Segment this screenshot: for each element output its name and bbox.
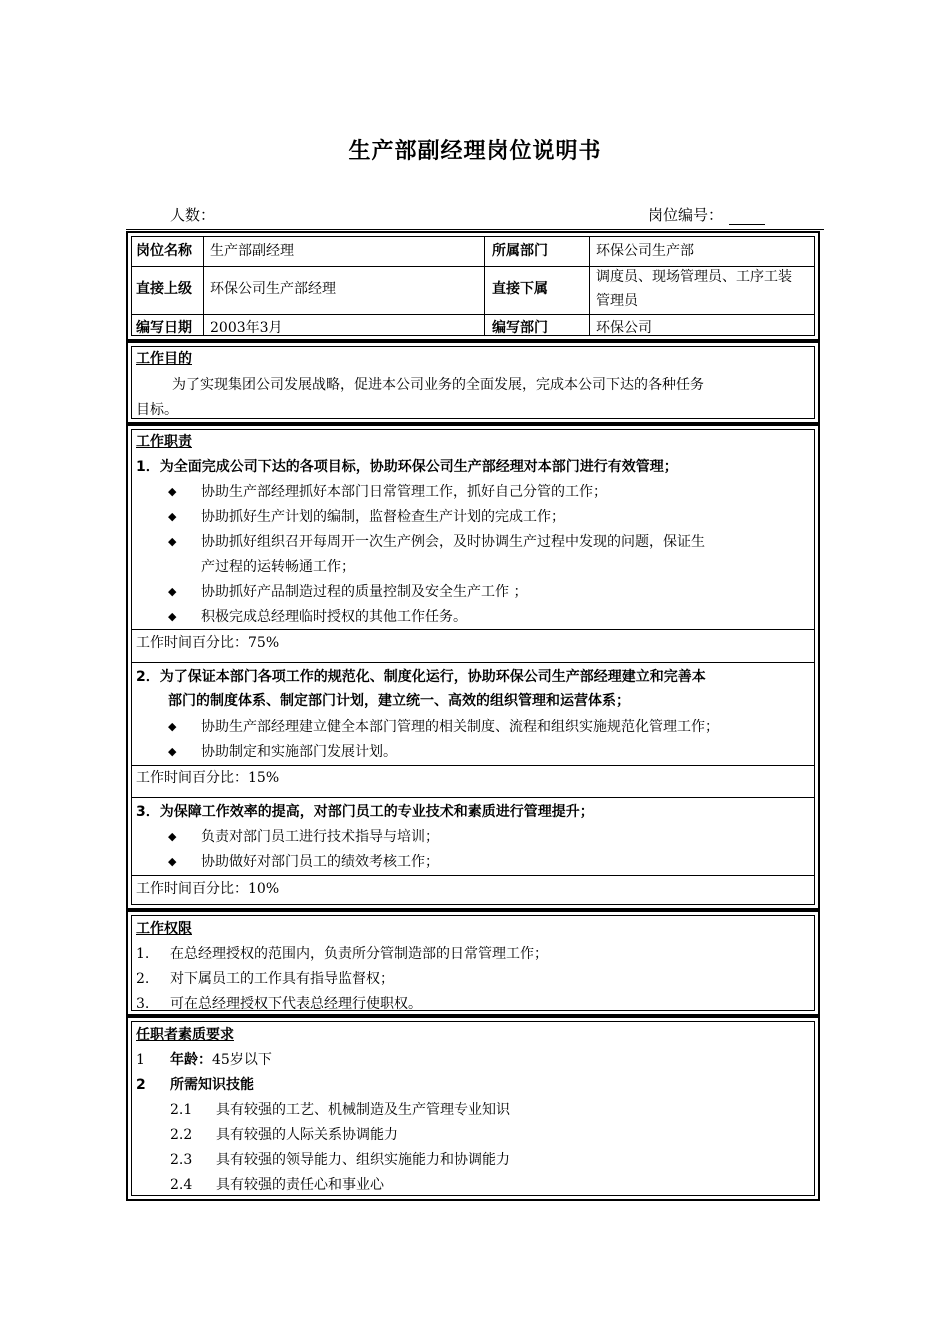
label-write-department: 编写部门 xyxy=(492,320,548,336)
purpose-section xyxy=(126,341,820,424)
duty-2-title-line1: 2．为了保证本部门各项工作的规范化、制度化运行，协助环保公司生产部经理建立和完善本 xyxy=(136,669,706,685)
authority-heading: 工作权限 xyxy=(136,921,192,937)
diamond-bullet-icon: ◆ xyxy=(168,585,177,598)
skill-3: 具有较强的领导能力、组织实施能力和协调能力 xyxy=(216,1152,510,1168)
value-write-date: 2003年3月 xyxy=(210,320,283,336)
header-rule xyxy=(126,229,824,230)
position-number-blank xyxy=(729,210,765,225)
skills-number: 2 xyxy=(136,1077,146,1093)
purpose-heading: 工作目的 xyxy=(136,351,192,367)
skill-2-number: 2.2 xyxy=(170,1127,193,1143)
duty-2-title-line2: 部门的制度体系、制定部门计划，建立统一、高效的组织管理和运营体系； xyxy=(168,693,630,709)
duties-heading: 工作职责 xyxy=(136,434,192,450)
skill-1-number: 2.1 xyxy=(170,1102,193,1118)
label-position-name: 岗位名称 xyxy=(136,243,192,259)
age-number: 1 xyxy=(136,1052,145,1068)
duty-1-item-3-line2: 产过程的运转畅通工作； xyxy=(201,559,355,575)
diamond-bullet-icon: ◆ xyxy=(168,510,177,523)
duty-3-item-2: 协助做好对部门员工的绩效考核工作； xyxy=(201,854,439,870)
duties-section xyxy=(126,424,820,910)
requirements-section xyxy=(126,1016,820,1201)
diamond-bullet-icon: ◆ xyxy=(168,745,177,758)
duty-1-time: 工作时间百分比：75% xyxy=(136,635,280,651)
duty-1-item-3-line1: 协助抓好组织召开每周开一次生产例会，及时协调生产过程中发现的问题，保证生 xyxy=(201,534,705,550)
label-department: 所属部门 xyxy=(492,243,548,259)
duty-2-time: 工作时间百分比：15% xyxy=(136,770,280,786)
authority-item-2-number: 2. xyxy=(136,971,150,987)
info-table xyxy=(126,231,820,341)
duty-3-time: 工作时间百分比：10% xyxy=(136,881,280,897)
position-number-label: 岗位编号： xyxy=(648,206,724,224)
duty-3-item-1: 负责对部门员工进行技术指导与培训； xyxy=(201,829,439,845)
diamond-bullet-icon: ◆ xyxy=(168,485,177,498)
diamond-bullet-icon: ◆ xyxy=(168,855,177,868)
value-position-name: 生产部副经理 xyxy=(210,243,294,259)
authority-item-3-number: 3. xyxy=(136,996,150,1012)
authority-item-1-number: 1. xyxy=(136,946,150,962)
label-direct-subordinates: 直接下属 xyxy=(492,281,548,297)
duty-1-item-1: 协助生产部经理抓好本部门日常管理工作，抓好自己分管的工作； xyxy=(201,484,607,500)
page-title: 生产部副经理岗位说明书 xyxy=(348,139,602,164)
duty-1-item-4: 协助抓好产品制造过程的质量控制及安全生产工作 ； xyxy=(201,584,528,600)
skill-1: 具有较强的工艺、机械制造及生产管理专业知识 xyxy=(216,1102,510,1118)
value-department: 环保公司生产部 xyxy=(596,243,694,259)
duty-3-title: 3．为保障工作效率的提高，对部门员工的专业技术和素质进行管理提升； xyxy=(136,804,594,820)
authority-section xyxy=(126,910,820,1016)
skill-3-number: 2.3 xyxy=(170,1152,193,1168)
duty-2-item-2: 协助制定和实施部门发展计划。 xyxy=(201,744,397,760)
label-direct-superior: 直接上级 xyxy=(136,281,192,297)
purpose-text-line1: 为了实现集团公司发展战略，促进本公司业务的全面发展，完成本公司下达的各种任务 xyxy=(172,377,704,393)
duty-1-item-5: 积极完成总经理临时授权的其他工作任务。 xyxy=(201,609,467,625)
skill-2: 具有较强的人际关系协调能力 xyxy=(216,1127,398,1143)
duty-2-item-1: 协助生产部经理建立健全本部门管理的相关制度、流程和组织实施规范化管理工作； xyxy=(201,719,719,735)
value-subordinates-line1: 调度员、现场管理员、工序工装 xyxy=(596,269,792,285)
diamond-bullet-icon: ◆ xyxy=(168,830,177,843)
duty-1-item-2: 协助抓好生产计划的编制，监督检查生产计划的完成工作； xyxy=(201,509,565,525)
authority-item-1: 在总经理授权的范围内，负责所分管制造部的日常管理工作； xyxy=(170,946,548,962)
age-value: 45岁以下 xyxy=(212,1052,272,1068)
duty-1-title: 1．为全面完成公司下达的各项目标，协助环保公司生产部经理对本部门进行有效管理； xyxy=(136,459,678,475)
diamond-bullet-icon: ◆ xyxy=(168,610,177,623)
label-write-date: 编写日期 xyxy=(136,320,192,336)
requirements-heading: 任职者素质要求 xyxy=(136,1027,234,1043)
age-label: 年龄： xyxy=(170,1052,212,1068)
value-subordinates-line2: 管理员 xyxy=(596,293,638,309)
diamond-bullet-icon: ◆ xyxy=(168,535,177,548)
position-number-field xyxy=(648,204,765,225)
purpose-text-line2: 目标。 xyxy=(136,402,178,418)
value-write-department: 环保公司 xyxy=(596,320,652,336)
headcount-label: 人数： xyxy=(170,206,216,224)
diamond-bullet-icon: ◆ xyxy=(168,720,177,733)
skill-4: 具有较强的责任心和事业心 xyxy=(216,1177,384,1193)
authority-item-3: 可在总经理授权下代表总经理行使职权。 xyxy=(170,996,422,1012)
authority-item-2: 对下属员工的工作具有指导监督权； xyxy=(170,971,394,987)
value-direct-superior: 环保公司生产部经理 xyxy=(210,281,336,297)
skill-4-number: 2.4 xyxy=(170,1177,193,1193)
age-requirement xyxy=(170,1050,272,1070)
skills-label: 所需知识技能 xyxy=(170,1077,254,1093)
